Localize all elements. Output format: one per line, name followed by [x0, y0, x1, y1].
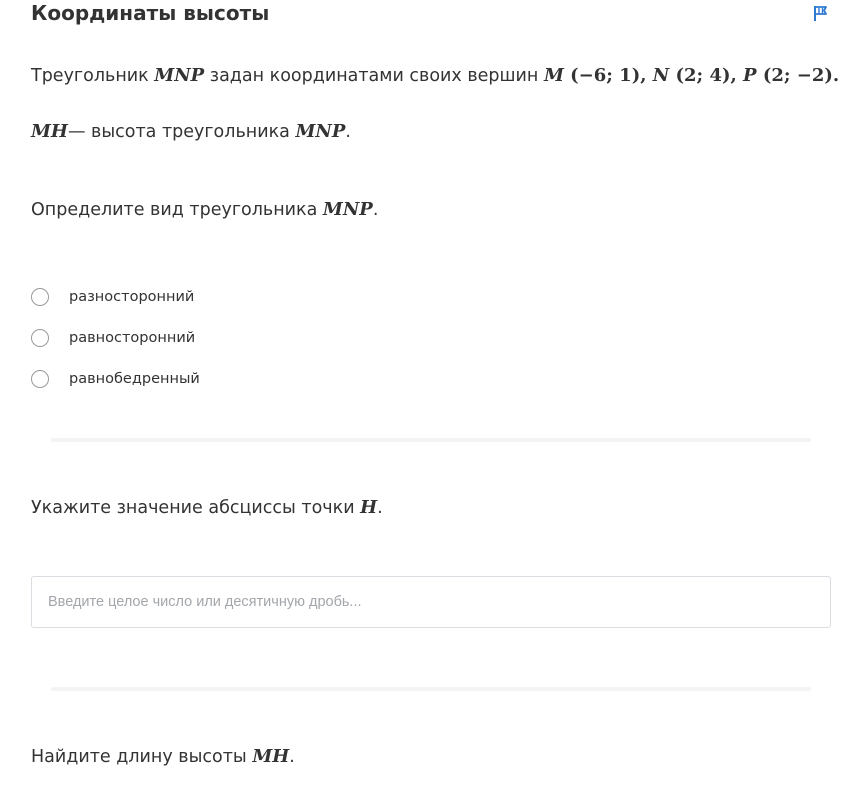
period: . — [372, 200, 379, 220]
statement-text: Треугольник — [31, 66, 155, 86]
option-label: разносторонний — [69, 288, 195, 305]
option-label: равнобедренный — [69, 370, 200, 387]
abscissa-answer-input[interactable] — [31, 576, 831, 628]
option-label: равносторонний — [69, 329, 196, 346]
vertex-p-coords: (2; −2) — [756, 65, 833, 86]
period: . — [289, 747, 295, 767]
altitude-name: MH — [31, 121, 68, 142]
period: . — [832, 65, 840, 86]
option-scalene[interactable] — [31, 276, 200, 317]
vertex-n-name: N — [652, 65, 670, 86]
flag-icon — [812, 4, 830, 22]
period: . — [345, 122, 351, 142]
option-isosceles[interactable] — [31, 358, 200, 399]
question-text: Укажите значение абсциссы точки — [31, 498, 361, 518]
page-title: Координаты высоты — [31, 1, 270, 25]
statement-text: задан координатами своих вершин — [204, 66, 544, 86]
answer-options — [31, 276, 200, 399]
vertex-p-name: P — [743, 65, 757, 86]
altitude-name: MH — [252, 746, 290, 767]
statement-vertices — [31, 64, 839, 88]
point-name: H — [360, 497, 378, 518]
section-divider — [51, 687, 811, 691]
question-3-text — [31, 745, 295, 769]
triangle-name: MNP — [322, 199, 373, 220]
radio-button[interactable] — [31, 370, 49, 388]
triangle-name: MNP — [154, 65, 205, 86]
vertex-n-coords: (2; 4) — [669, 65, 731, 86]
question-1-text — [31, 198, 378, 222]
section-divider — [51, 438, 811, 442]
statement-altitude — [31, 120, 351, 144]
statement-text: — высота треугольника — [67, 122, 296, 142]
radio-button[interactable] — [31, 329, 49, 347]
radio-button[interactable] — [31, 288, 49, 306]
vertex-m-coords: (−6; 1) — [563, 65, 641, 86]
triangle-name: MNP — [295, 121, 346, 142]
separator: , — [730, 65, 744, 86]
question-text: Найдите длину высоты — [31, 747, 253, 767]
report-flag-button[interactable] — [812, 4, 830, 22]
period: . — [377, 498, 383, 518]
question-text: Определите вид треугольника — [31, 200, 323, 220]
separator: , — [640, 65, 653, 86]
vertex-m-name: M — [543, 65, 564, 86]
option-equilateral[interactable] — [31, 317, 200, 358]
question-2-text — [31, 496, 383, 520]
